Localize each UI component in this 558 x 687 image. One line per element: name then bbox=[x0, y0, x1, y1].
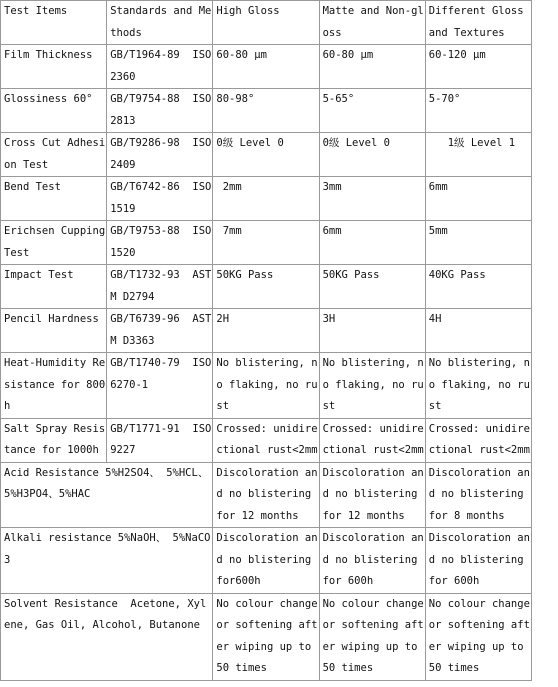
high-gloss-cell: Crossed: unidirectional rust<2mm bbox=[213, 418, 319, 462]
table-row bbox=[1, 89, 532, 133]
different-gloss-cell: Crossed: unidirectional rust<2mm bbox=[425, 418, 531, 462]
different-gloss-cell: 1级 Level 1 bbox=[425, 133, 531, 177]
standard-cell: GB/T1740-79 ISO 6270-1 bbox=[107, 353, 213, 419]
matte-cell: 3mm bbox=[319, 177, 425, 221]
high-gloss-cell: 50KG Pass bbox=[213, 265, 319, 309]
table-row bbox=[1, 353, 532, 419]
header-test-items: Test Items bbox=[1, 1, 107, 45]
test-item-cell: Alkali resistance 5%NaOH、 5%NaCO3 bbox=[1, 528, 213, 594]
different-gloss-cell: 5-70° bbox=[425, 89, 531, 133]
test-item-cell: Pencil Hardness bbox=[1, 309, 107, 353]
different-gloss-cell: 60-120 μm bbox=[425, 45, 531, 89]
table-row bbox=[1, 45, 532, 89]
different-gloss-cell: Discoloration and no blistering for 8 months bbox=[425, 462, 531, 528]
header-row bbox=[1, 1, 532, 45]
header-different-gloss: Different Gloss and Textures bbox=[425, 1, 531, 45]
table-row bbox=[1, 177, 532, 221]
high-gloss-cell: 2mm bbox=[213, 177, 319, 221]
different-gloss-cell: No colour change or softening after wiping up to 50 times bbox=[425, 593, 531, 680]
high-gloss-cell: 80-98° bbox=[213, 89, 319, 133]
high-gloss-cell: Discoloration and no blistering for600h bbox=[213, 528, 319, 594]
matte-cell: 60-80 μm bbox=[319, 45, 425, 89]
header-matte: Matte and Non-gloss bbox=[319, 1, 425, 45]
matte-cell: Discoloration and no blistering for 12 months bbox=[319, 462, 425, 528]
different-gloss-cell: 6mm bbox=[425, 177, 531, 221]
different-gloss-cell: 40KG Pass bbox=[425, 265, 531, 309]
table-row bbox=[1, 462, 532, 528]
matte-cell: No blistering, no flaking, no rust bbox=[319, 353, 425, 419]
table-row bbox=[1, 528, 532, 594]
header-standards: Standards and Methods bbox=[107, 1, 213, 45]
matte-cell: 6mm bbox=[319, 221, 425, 265]
standard-cell: GB/T6739-96 ASTM D3363 bbox=[107, 309, 213, 353]
test-item-cell: Acid Resistance 5%H2SO4、 5%HCL、 5%H3PO4、5%HAC bbox=[1, 462, 213, 528]
matte-cell: Discoloration and no blistering for 600h bbox=[319, 528, 425, 594]
standard-cell: GB/T9753-88 ISO 1520 bbox=[107, 221, 213, 265]
matte-cell: 0级 Level 0 bbox=[319, 133, 425, 177]
different-gloss-cell: No blistering, no flaking, no rust bbox=[425, 353, 531, 419]
high-gloss-cell: Discoloration and no blistering for 12 months bbox=[213, 462, 319, 528]
matte-cell: 50KG Pass bbox=[319, 265, 425, 309]
high-gloss-cell: 7mm bbox=[213, 221, 319, 265]
test-item-cell: Heat-Humidity Resistance for 800h bbox=[1, 353, 107, 419]
high-gloss-cell: 60-80 μm bbox=[213, 45, 319, 89]
table-row bbox=[1, 309, 532, 353]
standard-cell: GB/T1771-91 ISO 9227 bbox=[107, 418, 213, 462]
test-item-cell: Salt Spray Resistance for 1000h bbox=[1, 418, 107, 462]
test-item-cell: Glossiness 60° bbox=[1, 89, 107, 133]
standard-cell: GB/T9286-98 ISO 2409 bbox=[107, 133, 213, 177]
table-row bbox=[1, 221, 532, 265]
high-gloss-cell: No colour change or softening after wiping up to 50 times bbox=[213, 593, 319, 680]
standard-cell: GB/T1732-93 ASTM D2794 bbox=[107, 265, 213, 309]
different-gloss-cell: Discoloration and no blistering for 600h bbox=[425, 528, 531, 594]
table-row bbox=[1, 133, 532, 177]
test-item-cell: Bend Test bbox=[1, 177, 107, 221]
different-gloss-cell: 5mm bbox=[425, 221, 531, 265]
matte-cell: Crossed: unidirectional rust<2mm bbox=[319, 418, 425, 462]
standard-cell: GB/T9754-88 ISO 2813 bbox=[107, 89, 213, 133]
standard-cell: GB/T1964-89 ISO 2360 bbox=[107, 45, 213, 89]
matte-cell: 5-65° bbox=[319, 89, 425, 133]
matte-cell: 3H bbox=[319, 309, 425, 353]
matte-cell: No colour change or softening after wiping up to 50 times bbox=[319, 593, 425, 680]
table-row bbox=[1, 265, 532, 309]
test-item-cell: Solvent Resistance Acetone, Xylene, Gas Oil, Alcohol, Butanone bbox=[1, 593, 213, 680]
test-item-cell: Erichsen Cupping Test bbox=[1, 221, 107, 265]
different-gloss-cell: 4H bbox=[425, 309, 531, 353]
high-gloss-cell: 2H bbox=[213, 309, 319, 353]
test-item-cell: Impact Test bbox=[1, 265, 107, 309]
table-row bbox=[1, 418, 532, 462]
test-item-cell: Film Thickness bbox=[1, 45, 107, 89]
test-item-cell: Cross Cut Adhesion Test bbox=[1, 133, 107, 177]
table-row bbox=[1, 593, 532, 680]
standard-cell: GB/T6742-86 ISO 1519 bbox=[107, 177, 213, 221]
header-high-gloss: High Gloss bbox=[213, 1, 319, 45]
high-gloss-cell: 0级 Level 0 bbox=[213, 133, 319, 177]
high-gloss-cell: No blistering, no flaking, no rust bbox=[213, 353, 319, 419]
